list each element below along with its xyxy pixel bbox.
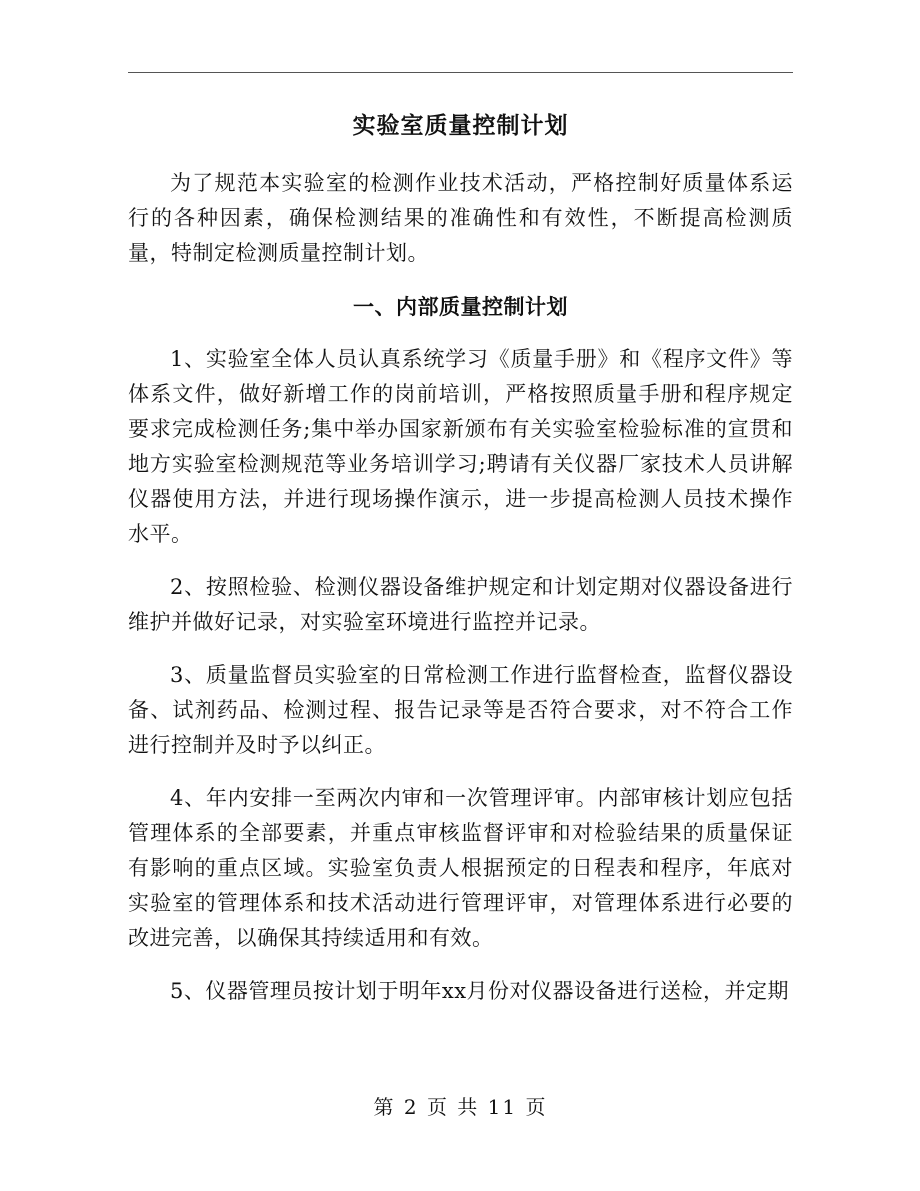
intro-paragraph: 为了规范本实验室的检测作业技术活动，严格控制好质量体系运行的各种因素，确保检测结果的准确性和有效性，不断提高检测质量，特制定检测质量控制计划。 bbox=[128, 171, 793, 265]
page-title: 实验室质量控制计划 bbox=[352, 112, 569, 139]
list-item-3: 3、质量监督员实验室的日常检测工作进行监督检查，监督仪器设备、试剂药品、检测过程、报告记录等是否符合要求，对不符合工作进行控制并及时予以纠正。 bbox=[128, 663, 793, 757]
section-heading-internal-quality: 一、内部质量控制计划 bbox=[353, 294, 568, 319]
header-rule bbox=[128, 72, 793, 73]
list-item-4: 4、年内安排一至两次内审和一次管理评审。内部审核计划应包括管理体系的全部要素，并重点审核监督评审和对检验结果的质量保证有影响的重点区域。实验室负责人根据预定的日程表和程序，年底对实验室的管理体系和技术活动进行管理评审，对管理体系进行必要的改进完善，以确保其持续适用和有效。 bbox=[128, 786, 793, 950]
list-item-2: 2、按照检验、检测仪器设备维护规定和计划定期对仪器设备进行维护并做好记录，对实验室环境进行监控并记录。 bbox=[128, 575, 793, 634]
list-item-1: 1、实验室全体人员认真系统学习《质量手册》和《程序文件》等体系文件，做好新增工作的岗前培训，严格按照质量手册和程序规定要求完成检测任务;集中举办国家新颁布有关实验室检验标准的宣贯和地方实验室检测规范等业务培训学习;聘请有关仪器厂家技术人员讲解仪器使用方法，并进行现场操作演示，进一步提高检测人员技术操作水平。 bbox=[128, 347, 793, 546]
document-body bbox=[128, 166, 793, 1027]
page-number-footer: 第 2 页 共 11 页 bbox=[373, 1095, 548, 1119]
list-item-5: 5、仪器管理员按计划于明年xx月份对仪器设备进行送检，并定期 bbox=[170, 979, 790, 1003]
